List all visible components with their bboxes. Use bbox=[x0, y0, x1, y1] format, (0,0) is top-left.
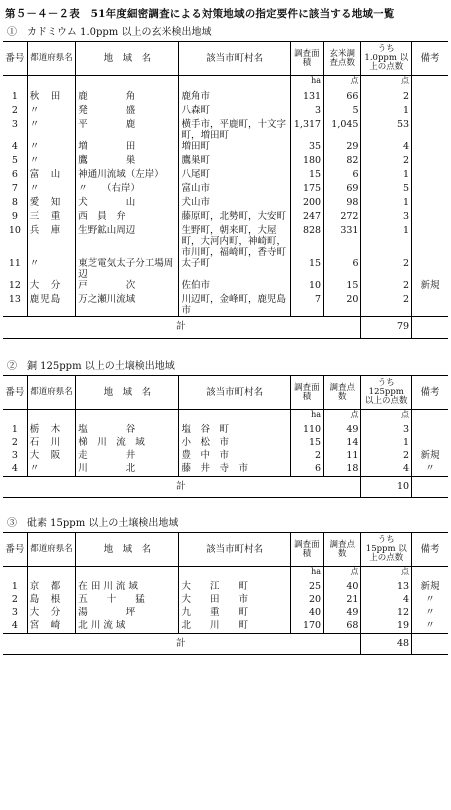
header-exceed-points: うち 1.0ppm 以上の点数 bbox=[361, 42, 412, 76]
row-prefecture: 大 阪 bbox=[27, 450, 76, 463]
table-row bbox=[3, 155, 448, 169]
row-number: 3 bbox=[11, 450, 18, 461]
row-municipality: 小 松 市 bbox=[179, 437, 290, 450]
total-value: 10 bbox=[361, 477, 412, 498]
row-exceed-points: 4 bbox=[361, 463, 412, 477]
row-number: 12 bbox=[8, 280, 21, 291]
row-prefecture: 秋 田 bbox=[27, 91, 76, 105]
row-sample-points: 69 bbox=[324, 183, 361, 197]
header-city: 該当市町村名 bbox=[179, 42, 290, 76]
unit-empty bbox=[179, 567, 290, 582]
unit-empty bbox=[3, 567, 27, 582]
row-sample-points: 40 bbox=[324, 581, 361, 594]
row-area-name: 平 鹿 bbox=[76, 119, 179, 141]
row-sample-points: 1,045 bbox=[324, 119, 361, 141]
table-row bbox=[3, 294, 448, 317]
total-value: 48 bbox=[361, 634, 412, 655]
row-area-name: 北 川 流 域 bbox=[76, 620, 179, 634]
row-exceed-points: 2 bbox=[361, 91, 412, 105]
row-municipality: 大 田 市 bbox=[179, 594, 290, 607]
units-row bbox=[3, 410, 448, 425]
table-row bbox=[3, 450, 448, 463]
row-municipality: 大 江 町 bbox=[179, 581, 290, 594]
row-sample-points: 49 bbox=[324, 607, 361, 620]
row-sample-points: 6 bbox=[324, 258, 361, 280]
row-survey-area: 15 bbox=[290, 169, 323, 183]
table-row bbox=[3, 141, 448, 155]
header-exceed-points: うち 125ppm 以上の点数 bbox=[361, 376, 412, 410]
row-note bbox=[412, 119, 448, 141]
row-exceed-points: 2 bbox=[361, 294, 412, 317]
row-exceed-points: 1 bbox=[361, 197, 412, 211]
header-area: 地 域 名 bbox=[76, 376, 179, 410]
row-exceed-points: 3 bbox=[361, 424, 412, 437]
header-area: 地 域 名 bbox=[76, 42, 179, 76]
row-exceed-points: 2 bbox=[361, 450, 412, 463]
row-exceed-points: 53 bbox=[361, 119, 412, 141]
row-area-name: 犬 山 bbox=[76, 197, 179, 211]
row-survey-area: 15 bbox=[290, 437, 323, 450]
row-number: 11 bbox=[8, 258, 21, 269]
row-area-name: 神通川流域（左岸） bbox=[76, 169, 179, 183]
table-title: 第５－４－２表 51年度細密調査による対策地域の指定要件に該当する地域一覧 bbox=[5, 8, 395, 20]
row-survey-area: 10 bbox=[290, 280, 323, 294]
row-number: 6 bbox=[11, 169, 18, 180]
row-municipality: 鹿角市 bbox=[179, 91, 290, 105]
row-prefecture: 兵 庫 bbox=[27, 225, 76, 258]
row-note: 〃 bbox=[412, 463, 448, 477]
row-prefecture: 島 根 bbox=[27, 594, 76, 607]
row-prefecture: 宮 崎 bbox=[27, 620, 76, 634]
header-no: 番号 bbox=[3, 533, 27, 567]
row-survey-area: 1,317 bbox=[290, 119, 323, 141]
row-note bbox=[412, 155, 448, 169]
row-area-name: 塩 谷 bbox=[76, 424, 179, 437]
table-row bbox=[3, 225, 448, 258]
row-note: 新規 bbox=[412, 280, 448, 294]
row-prefecture: 鹿児島 bbox=[27, 294, 76, 317]
row-area-name: 走 井 bbox=[76, 450, 179, 463]
row-survey-area: 170 bbox=[290, 620, 323, 634]
header-no: 番号 bbox=[3, 376, 27, 410]
row-survey-area: 35 bbox=[290, 141, 323, 155]
unit-label: 点 bbox=[361, 567, 412, 582]
row-sample-points: 15 bbox=[324, 280, 361, 294]
row-area-name: 発 盛 bbox=[76, 105, 179, 119]
unit-empty bbox=[76, 567, 179, 582]
header-survey-area: 調査面積 bbox=[290, 42, 323, 76]
header-pref: 都道府県名 bbox=[27, 533, 76, 567]
total-note bbox=[412, 634, 448, 655]
unit-label: ha bbox=[290, 76, 323, 92]
row-survey-area: 131 bbox=[290, 91, 323, 105]
total-label: 計 bbox=[3, 477, 361, 498]
header-survey-area: 調査面積 bbox=[290, 376, 323, 410]
unit-empty bbox=[412, 567, 448, 582]
row-area-name: 五 十 猛 bbox=[76, 594, 179, 607]
row-municipality: 鷹巣町 bbox=[179, 155, 290, 169]
row-area-name: 鹿 角 bbox=[76, 91, 179, 105]
table-row bbox=[3, 119, 448, 141]
table-row bbox=[3, 211, 448, 225]
row-exceed-points: 2 bbox=[361, 155, 412, 169]
row-sample-points: 49 bbox=[324, 424, 361, 437]
row-note: 新規 bbox=[412, 450, 448, 463]
row-area-name: 川 北 bbox=[76, 463, 179, 477]
row-note bbox=[412, 294, 448, 317]
unit-empty bbox=[27, 76, 76, 92]
row-municipality: 八尾町 bbox=[179, 169, 290, 183]
row-municipality: 佐伯市 bbox=[179, 280, 290, 294]
row-note bbox=[412, 183, 448, 197]
row-survey-area: 200 bbox=[290, 197, 323, 211]
table-row bbox=[3, 620, 448, 634]
row-prefecture: 大 分 bbox=[27, 607, 76, 620]
row-prefecture: 〃 bbox=[27, 258, 76, 280]
row-sample-points: 6 bbox=[324, 169, 361, 183]
row-municipality: 藤 井 寺 市 bbox=[179, 463, 290, 477]
row-number: 1 bbox=[11, 91, 18, 102]
row-area-name: 万之瀬川流域 bbox=[76, 294, 179, 317]
table-row bbox=[3, 424, 448, 437]
table-row bbox=[3, 581, 448, 594]
unit-empty bbox=[3, 410, 27, 425]
table-row bbox=[3, 594, 448, 607]
row-prefecture: 三 重 bbox=[27, 211, 76, 225]
row-municipality: 横手市，平鹿町，十文字町，増田町 bbox=[179, 119, 290, 141]
row-exceed-points: 13 bbox=[361, 581, 412, 594]
total-row bbox=[3, 634, 448, 655]
row-prefecture: 〃 bbox=[27, 141, 76, 155]
total-row bbox=[3, 317, 448, 339]
row-exceed-points: 12 bbox=[361, 607, 412, 620]
row-note: 〃 bbox=[412, 607, 448, 620]
row-municipality: 九 重 町 bbox=[179, 607, 290, 620]
row-survey-area: 7 bbox=[290, 294, 323, 317]
arsenic-table bbox=[3, 532, 448, 655]
unit-empty bbox=[76, 410, 179, 425]
table-row bbox=[3, 607, 448, 620]
units-row bbox=[3, 567, 448, 582]
row-number: 2 bbox=[11, 594, 18, 605]
row-municipality: 北 川 町 bbox=[179, 620, 290, 634]
row-prefecture: 京 都 bbox=[27, 581, 76, 594]
row-survey-area: 175 bbox=[290, 183, 323, 197]
total-note bbox=[412, 477, 448, 498]
row-sample-points: 331 bbox=[324, 225, 361, 258]
row-note bbox=[412, 437, 448, 450]
row-survey-area: 110 bbox=[290, 424, 323, 437]
row-survey-area: 20 bbox=[290, 594, 323, 607]
row-note bbox=[412, 258, 448, 280]
row-area-name: 鷹 巣 bbox=[76, 155, 179, 169]
header-sample-points: 調査点数 bbox=[324, 376, 361, 410]
row-exceed-points: 1 bbox=[361, 437, 412, 450]
table-row bbox=[3, 169, 448, 183]
row-number: 4 bbox=[11, 141, 18, 152]
row-prefecture: 〃 bbox=[27, 463, 76, 477]
row-number: 1 bbox=[11, 581, 18, 592]
unit-empty bbox=[76, 76, 179, 92]
row-note bbox=[412, 424, 448, 437]
header-note: 備考 bbox=[412, 376, 448, 410]
unit-empty bbox=[412, 410, 448, 425]
table-row bbox=[3, 105, 448, 119]
row-number: 5 bbox=[11, 155, 18, 166]
row-prefecture: 〃 bbox=[27, 119, 76, 141]
row-number: 10 bbox=[8, 225, 21, 236]
row-prefecture: 富 山 bbox=[27, 169, 76, 183]
total-row bbox=[3, 477, 448, 498]
header-city: 該当市町村名 bbox=[179, 533, 290, 567]
row-exceed-points: 2 bbox=[361, 258, 412, 280]
row-note bbox=[412, 197, 448, 211]
row-note: 〃 bbox=[412, 620, 448, 634]
unit-empty bbox=[412, 76, 448, 92]
row-prefecture: 栃 木 bbox=[27, 424, 76, 437]
row-number: 13 bbox=[8, 294, 21, 305]
unit-empty bbox=[27, 410, 76, 425]
header-sample-points: 調査点数 bbox=[324, 533, 361, 567]
row-survey-area: 247 bbox=[290, 211, 323, 225]
row-sample-points: 272 bbox=[324, 211, 361, 225]
total-label: 計 bbox=[3, 634, 361, 655]
row-number: 8 bbox=[11, 197, 18, 208]
row-note bbox=[412, 169, 448, 183]
unit-empty bbox=[179, 410, 290, 425]
row-area-name: 在 田 川 流 域 bbox=[76, 581, 179, 594]
row-municipality: 藤原町，北勢町，大安町 bbox=[179, 211, 290, 225]
row-sample-points: 98 bbox=[324, 197, 361, 211]
row-survey-area: 25 bbox=[290, 581, 323, 594]
unit-empty bbox=[3, 76, 27, 92]
row-note bbox=[412, 105, 448, 119]
row-note bbox=[412, 91, 448, 105]
total-value: 79 bbox=[361, 317, 412, 339]
row-sample-points: 11 bbox=[324, 450, 361, 463]
header-no: 番号 bbox=[3, 42, 27, 76]
row-exceed-points: 4 bbox=[361, 141, 412, 155]
row-number: 3 bbox=[11, 607, 18, 618]
unit-label: 点 bbox=[324, 410, 361, 425]
row-prefecture: 〃 bbox=[27, 155, 76, 169]
row-sample-points: 82 bbox=[324, 155, 361, 169]
row-note: 〃 bbox=[412, 594, 448, 607]
unit-empty bbox=[179, 76, 290, 92]
row-note: 新規 bbox=[412, 581, 448, 594]
header-note: 備考 bbox=[412, 42, 448, 76]
row-municipality: 富山市 bbox=[179, 183, 290, 197]
header-pref: 都道府県名 bbox=[27, 376, 76, 410]
table-row bbox=[3, 183, 448, 197]
row-prefecture: 大 分 bbox=[27, 280, 76, 294]
table-row bbox=[3, 197, 448, 211]
table-row bbox=[3, 258, 448, 280]
unit-label: 点 bbox=[361, 76, 412, 92]
row-number: 4 bbox=[11, 463, 18, 474]
row-sample-points: 21 bbox=[324, 594, 361, 607]
row-area-name: 生野鉱山周辺 bbox=[76, 225, 179, 258]
row-exceed-points: 19 bbox=[361, 620, 412, 634]
row-number: 2 bbox=[11, 105, 18, 116]
row-area-name: 梯 川 流 域 bbox=[76, 437, 179, 450]
unit-label: 点 bbox=[361, 410, 412, 425]
copper-table bbox=[3, 375, 448, 498]
table-row bbox=[3, 463, 448, 477]
unit-empty bbox=[27, 567, 76, 582]
header-area: 地 域 名 bbox=[76, 533, 179, 567]
header-pref: 都道府県名 bbox=[27, 42, 76, 76]
row-municipality: 増田町 bbox=[179, 141, 290, 155]
row-prefecture: 〃 bbox=[27, 105, 76, 119]
row-municipality: 塩 谷 町 bbox=[179, 424, 290, 437]
row-survey-area: 15 bbox=[290, 258, 323, 280]
row-area-name: 〃 （右岸） bbox=[76, 183, 179, 197]
table-row bbox=[3, 91, 448, 105]
row-number: 1 bbox=[11, 424, 18, 435]
header-exceed-points: うち 15ppm 以上の点数 bbox=[361, 533, 412, 567]
row-prefecture: 愛 知 bbox=[27, 197, 76, 211]
row-exceed-points: 1 bbox=[361, 105, 412, 119]
row-sample-points: 14 bbox=[324, 437, 361, 450]
row-sample-points: 66 bbox=[324, 91, 361, 105]
row-sample-points: 18 bbox=[324, 463, 361, 477]
row-survey-area: 180 bbox=[290, 155, 323, 169]
row-survey-area: 6 bbox=[290, 463, 323, 477]
header-sample-points: 玄米調査点数 bbox=[324, 42, 361, 76]
table-row bbox=[3, 437, 448, 450]
row-survey-area: 2 bbox=[290, 450, 323, 463]
row-number: 7 bbox=[11, 183, 18, 194]
row-exceed-points: 5 bbox=[361, 183, 412, 197]
row-survey-area: 40 bbox=[290, 607, 323, 620]
row-municipality: 八森町 bbox=[179, 105, 290, 119]
row-municipality: 太子町 bbox=[179, 258, 290, 280]
table-row bbox=[3, 280, 448, 294]
row-area-name: 増 田 bbox=[76, 141, 179, 155]
row-municipality: 川辺町，金峰町，鹿児島市 bbox=[179, 294, 290, 317]
row-number: 3 bbox=[11, 119, 18, 130]
section-2-heading: ② 銅 125ppm 以上の土壌検出地域 bbox=[7, 361, 175, 372]
row-municipality: 犬山市 bbox=[179, 197, 290, 211]
section-3-heading: ③ 砒素 15ppm 以上の土壌検出地域 bbox=[7, 518, 179, 529]
section-1-heading: ① カドミウム 1.0ppm 以上の玄米検出地域 bbox=[7, 27, 212, 38]
row-municipality: 生野町，朝来町，大屋町，大河内町，神崎町，市川町，福崎町，香寺町 bbox=[179, 225, 290, 258]
cadmium-table bbox=[3, 41, 448, 339]
row-number: 4 bbox=[11, 620, 18, 631]
row-exceed-points: 1 bbox=[361, 169, 412, 183]
row-area-name: 東芝電気太子分工場周辺 bbox=[76, 258, 179, 280]
header-city: 該当市町村名 bbox=[179, 376, 290, 410]
row-municipality: 豊 中 市 bbox=[179, 450, 290, 463]
row-sample-points: 20 bbox=[324, 294, 361, 317]
unit-label: 点 bbox=[324, 76, 361, 92]
row-area-name: 西 員 弁 bbox=[76, 211, 179, 225]
header-survey-area: 調査面積 bbox=[290, 533, 323, 567]
row-number: 2 bbox=[11, 437, 18, 448]
row-note bbox=[412, 211, 448, 225]
units-row bbox=[3, 76, 448, 92]
row-survey-area: 3 bbox=[290, 105, 323, 119]
row-sample-points: 68 bbox=[324, 620, 361, 634]
row-sample-points: 29 bbox=[324, 141, 361, 155]
row-exceed-points: 1 bbox=[361, 225, 412, 258]
row-survey-area: 828 bbox=[290, 225, 323, 258]
total-label: 計 bbox=[3, 317, 361, 339]
row-note bbox=[412, 225, 448, 258]
row-sample-points: 5 bbox=[324, 105, 361, 119]
row-prefecture: 石 川 bbox=[27, 437, 76, 450]
row-exceed-points: 2 bbox=[361, 280, 412, 294]
row-area-name: 湯 坪 bbox=[76, 607, 179, 620]
header-note: 備考 bbox=[412, 533, 448, 567]
row-prefecture: 〃 bbox=[27, 183, 76, 197]
unit-label: 点 bbox=[324, 567, 361, 582]
row-exceed-points: 3 bbox=[361, 211, 412, 225]
unit-label: ha bbox=[290, 567, 323, 582]
total-note bbox=[412, 317, 448, 339]
row-note bbox=[412, 141, 448, 155]
row-area-name: 戸 次 bbox=[76, 280, 179, 294]
unit-label: ha bbox=[290, 410, 323, 425]
row-exceed-points: 4 bbox=[361, 594, 412, 607]
row-number: 9 bbox=[11, 211, 18, 222]
